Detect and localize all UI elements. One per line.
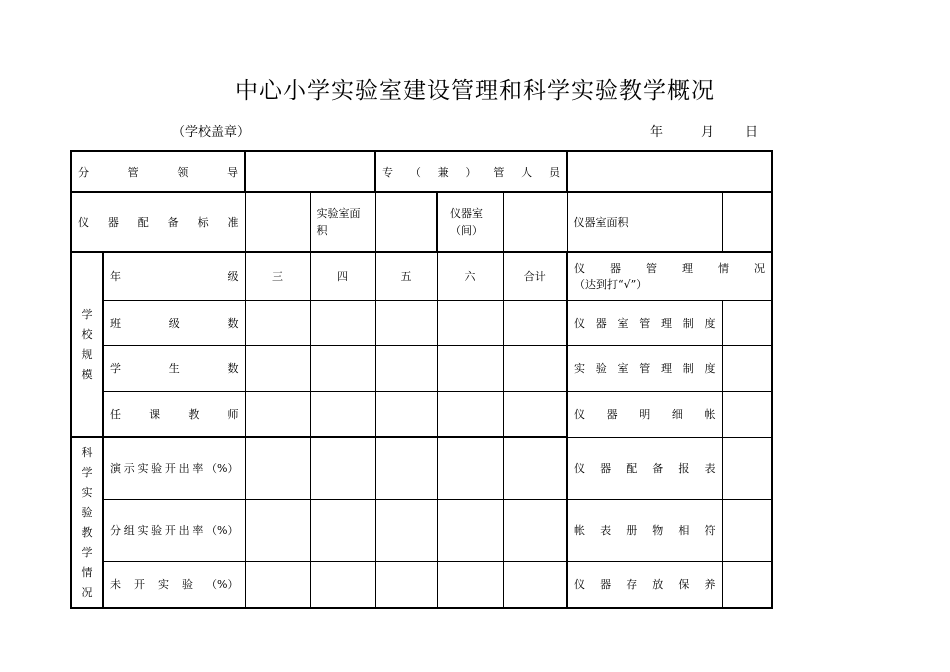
mgmt-item-2-label-cell <box>567 345 722 391</box>
supervisor-row <box>71 151 772 192</box>
staff-value-cell[interactable] <box>567 151 772 192</box>
staff-label-cell <box>375 151 567 192</box>
class-count-label-cell <box>103 300 245 345</box>
group-rate-grade6[interactable] <box>437 499 503 561</box>
mgmt-item-5-label-cell <box>567 499 722 561</box>
grade-4-header: 四 <box>310 252 375 300</box>
grade-header-row <box>71 252 772 300</box>
inst-room-label-line1: 仪器室 <box>450 207 483 220</box>
demo-rate-grade3[interactable] <box>245 437 310 499</box>
teacher-count-grade6[interactable] <box>437 391 503 437</box>
instrument-mgmt-note: （达到打“√”） <box>574 277 648 291</box>
school-scale-group-label: 学 校 规 模 <box>81 307 93 381</box>
teacher-count-grade5[interactable] <box>375 391 437 437</box>
teacher-count-total[interactable] <box>503 391 567 437</box>
demo-rate-grade5[interactable] <box>375 437 437 499</box>
staff-label: 专 （ 兼 ） 管 人 员 <box>382 165 560 179</box>
unrun-rate-grade5[interactable] <box>375 561 437 608</box>
group-rate-grade4[interactable] <box>310 499 375 561</box>
group-rate-row <box>71 499 772 561</box>
grade-label: 年 级 <box>110 270 239 284</box>
inst-room-area-label-cell <box>567 192 722 252</box>
unrun-rate-grade4[interactable] <box>310 561 375 608</box>
student-count-grade3[interactable] <box>245 345 310 391</box>
mgmt-item-6-label: 仪 器 存 放 保 养 <box>574 578 716 592</box>
class-count-grade3[interactable] <box>245 300 310 345</box>
inst-room-area-value-cell[interactable] <box>722 192 772 252</box>
page-title: 中心小学实验室建设管理和科学实验教学概况 <box>235 78 715 104</box>
group-rate-label: 分 组 实 验 开 出 率 （%） <box>110 524 239 537</box>
mgmt-item-2-label: 实 验 室 管 理 制 度 <box>574 362 716 375</box>
inst-room-value-cell[interactable] <box>503 192 567 252</box>
mgmt-item-3-label-cell <box>567 391 722 437</box>
science-teaching-group-cell <box>71 437 103 608</box>
mgmt-item-1-label-cell <box>567 300 722 345</box>
mgmt-item-4-label: 仪 器 配 备 报 表 <box>574 462 716 475</box>
lab-area-value-cell[interactable] <box>375 192 437 252</box>
total-header: 合计 <box>503 252 567 300</box>
mgmt-item-5-check[interactable] <box>722 499 772 561</box>
group-rate-grade3[interactable] <box>245 499 310 561</box>
student-count-row <box>71 345 772 391</box>
lab-area-label-line1: 实验室面 <box>316 207 361 220</box>
demo-rate-total[interactable] <box>503 437 567 499</box>
grade-6-header: 六 <box>437 252 503 300</box>
student-count-total[interactable] <box>503 345 567 391</box>
teacher-count-grade3[interactable] <box>245 391 310 437</box>
inst-room-area-label: 仪器室面积 <box>573 215 629 229</box>
group-rate-total[interactable] <box>503 499 567 561</box>
science-teaching-group-label: 科 学 实 验 教 学 情 况 <box>81 445 93 599</box>
mgmt-item-6-check[interactable] <box>722 561 772 608</box>
mgmt-item-3-label: 仪 器 明 细 帐 <box>574 408 716 421</box>
demo-rate-grade6[interactable] <box>437 437 503 499</box>
unrun-rate-label: 未 开 实 验 （%） <box>110 578 239 592</box>
mgmt-item-1-check[interactable] <box>722 300 772 345</box>
group-rate-grade5[interactable] <box>375 499 437 561</box>
mgmt-item-4-check[interactable] <box>722 437 772 499</box>
grade-5-header: 五 <box>375 252 437 300</box>
class-count-row <box>71 300 772 345</box>
unrun-rate-grade6[interactable] <box>437 561 503 608</box>
mgmt-item-2-check[interactable] <box>722 345 772 391</box>
lab-survey-form <box>70 150 773 609</box>
date-year-label: 年 <box>650 125 664 140</box>
date-day-label: 日 <box>745 125 759 140</box>
mgmt-item-1-label: 仪 器 室 管 理 制 度 <box>574 316 716 330</box>
demo-rate-label-cell <box>103 437 245 499</box>
supervisor-label: 分 管 领 导 <box>78 165 238 179</box>
group-rate-label-cell <box>103 499 245 561</box>
mgmt-item-5-label: 帐 表 册 物 相 符 <box>574 524 716 537</box>
student-count-grade4[interactable] <box>310 345 375 391</box>
teacher-count-row <box>71 391 772 437</box>
class-count-total[interactable] <box>503 300 567 345</box>
demo-rate-row <box>71 437 772 499</box>
supervisor-label-cell <box>71 151 245 192</box>
unrun-rate-total[interactable] <box>503 561 567 608</box>
unrun-rate-row <box>71 561 772 608</box>
instrument-mgmt-header-cell <box>567 252 772 300</box>
student-count-label: 学 生 数 <box>110 362 239 375</box>
class-count-grade5[interactable] <box>375 300 437 345</box>
date-month-label: 月 <box>701 125 715 140</box>
unrun-rate-label-cell <box>103 561 245 608</box>
grade-label-cell <box>103 252 245 300</box>
mgmt-item-6-label-cell <box>567 561 722 608</box>
lab-area-label-cell <box>310 192 375 252</box>
class-count-grade4[interactable] <box>310 300 375 345</box>
school-stamp-label: （学校盖章） <box>172 125 251 140</box>
demo-rate-grade4[interactable] <box>310 437 375 499</box>
unrun-rate-grade3[interactable] <box>245 561 310 608</box>
grade-3-header: 三 <box>245 252 310 300</box>
equipment-row <box>71 192 772 252</box>
equip-standard-label-cell <box>71 192 245 252</box>
class-count-grade6[interactable] <box>437 300 503 345</box>
lab-area-label-line2: 积 <box>316 224 328 237</box>
inst-room-label-line2: （间） <box>450 224 483 237</box>
school-scale-group-cell <box>71 252 103 437</box>
mgmt-item-4-label-cell <box>567 437 722 499</box>
student-count-label-cell <box>103 345 245 391</box>
student-count-grade6[interactable] <box>437 345 503 391</box>
class-count-label: 班 级 数 <box>110 316 239 330</box>
demo-rate-label: 演 示 实 验 开 出 率 （%） <box>110 462 239 476</box>
teacher-count-label: 任 课 教 师 <box>110 407 239 421</box>
instrument-mgmt-label: 仪 器 管 理 情 况 <box>574 261 766 275</box>
inst-room-label-cell <box>437 192 503 252</box>
equip-standard-label: 仪 器 配 备 标 准 <box>78 216 239 229</box>
student-count-grade5[interactable] <box>375 345 437 391</box>
equip-standard-value-cell[interactable] <box>245 192 310 252</box>
teacher-count-label-cell <box>103 391 245 437</box>
teacher-count-grade4[interactable] <box>310 391 375 437</box>
supervisor-value-cell[interactable] <box>245 151 375 192</box>
mgmt-item-3-check[interactable] <box>722 391 772 437</box>
